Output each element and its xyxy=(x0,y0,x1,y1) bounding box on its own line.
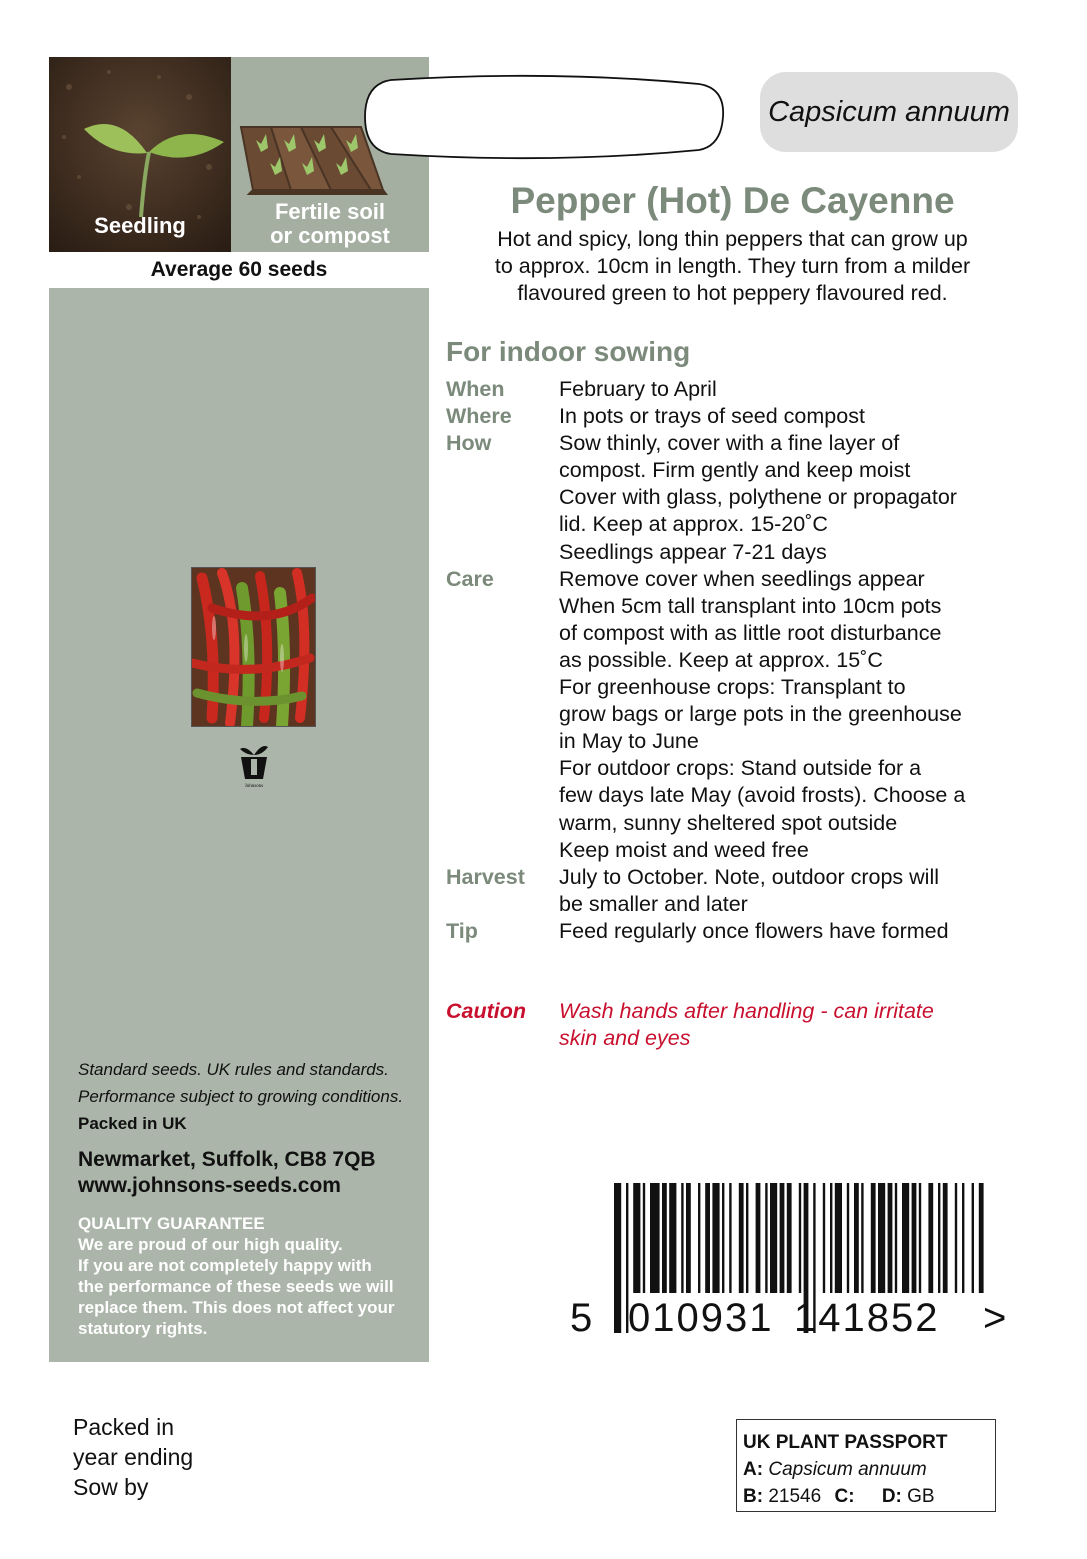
barcode-bar xyxy=(861,1183,863,1293)
instruction-key: When xyxy=(446,377,505,401)
address: Newmarket, Suffolk, CB8 7QB xyxy=(78,1148,376,1171)
instruction-line: grow bags or large pots in the greenhouse xyxy=(559,702,962,727)
barcode-end-mark: > xyxy=(983,1296,1009,1340)
instruction-line: compost. Firm gently and keep moist xyxy=(559,458,911,483)
barcode-first-digit: 5 xyxy=(570,1296,595,1340)
barcode-bar xyxy=(770,1183,777,1293)
barcode-bar xyxy=(919,1183,921,1293)
barcode-bar xyxy=(643,1183,645,1293)
barcode-bar xyxy=(895,1183,897,1293)
soil-label-line2: or compost xyxy=(270,223,390,248)
packed-in-uk: Packed in UK xyxy=(78,1114,187,1133)
instruction-line: lid. Keep at approx. 15-20˚C xyxy=(559,512,828,537)
passport-b-value: 21546 xyxy=(768,1486,822,1507)
seedling-label: Seedling xyxy=(94,213,186,238)
quality-guarantee-heading: QUALITY GUARANTEE xyxy=(78,1214,265,1233)
barcode-bar xyxy=(712,1183,719,1293)
instruction-value xyxy=(559,376,1046,403)
instruction-key: Care xyxy=(446,566,494,591)
instruction-line: Remove cover when seedlings appear xyxy=(559,566,925,591)
label-window-shape xyxy=(363,74,725,160)
description-line: Hot and spicy, long thin peppers that can grow up xyxy=(497,227,968,251)
instruction-key: Where xyxy=(446,404,512,429)
instruction-line: February to April xyxy=(559,377,717,401)
caution-note xyxy=(446,998,1046,1052)
instruction-line: Feed regularly once flowers have formed xyxy=(559,918,949,943)
year-ending-label: year ending xyxy=(73,1444,194,1470)
barcode-bar xyxy=(787,1183,792,1293)
packed-dates xyxy=(73,1412,193,1502)
instruction-value xyxy=(559,430,1046,565)
barcode-bar xyxy=(756,1183,761,1293)
instruction-line: of compost with as little root disturbance xyxy=(559,620,942,645)
caution-key: Caution xyxy=(446,999,527,1023)
caution-value xyxy=(559,998,934,1052)
barcode-bar xyxy=(780,1183,785,1293)
instruction-key: Tip xyxy=(446,918,478,943)
barcode-bar xyxy=(739,1183,744,1293)
instruction-line: few days late May (avoid frosts). Choose a xyxy=(559,783,966,808)
performance-note: Performance subject to growing conditions. xyxy=(78,1087,404,1106)
barcode-bar xyxy=(830,1183,832,1293)
quality-guarantee xyxy=(78,1213,423,1339)
sowing-instructions xyxy=(446,376,1046,945)
instruction-line: warm, sunny sheltered spot outside xyxy=(559,810,898,835)
description-line: to approx. 10cm in length. They turn from a milder xyxy=(494,254,971,278)
quality-guarantee-line: If you are not completely happy with xyxy=(78,1256,372,1275)
barcode-bar xyxy=(854,1183,859,1293)
quality-guarantee-line: replace them. This does not affect your xyxy=(78,1298,395,1317)
instruction-key: How xyxy=(446,431,492,456)
product-title: Pepper (Hot) De Cayenne xyxy=(510,180,955,221)
instruction-line: July to October. Note, outdoor crops will xyxy=(559,864,940,889)
barcode-right-group: 141852 xyxy=(794,1296,940,1340)
soil-label-line1: Fertile soil xyxy=(274,199,386,224)
barcode-bar xyxy=(847,1183,849,1293)
packed-in-label: Packed in xyxy=(73,1414,175,1440)
instruction-row-where xyxy=(446,403,1046,430)
instruction-row-when xyxy=(446,376,1046,403)
instruction-line: in May to June xyxy=(559,729,699,754)
barcode-bar xyxy=(938,1183,940,1293)
product-description xyxy=(445,226,1020,307)
barcode-bar xyxy=(902,1183,909,1293)
pepper-image xyxy=(192,568,316,727)
website-link[interactable]: www.johnsons-seeds.com xyxy=(78,1174,341,1197)
pepper-photo xyxy=(191,567,316,727)
barcode-bar xyxy=(979,1183,984,1293)
barcode-bar xyxy=(650,1183,660,1293)
instruction-key: Harvest xyxy=(446,864,525,889)
seedling-thumbnail xyxy=(49,57,231,252)
barcode-bar xyxy=(871,1183,876,1293)
standard-note: Standard seeds. UK rules and standards. xyxy=(78,1060,389,1079)
instruction-line: as possible. Keep at approx. 15˚C xyxy=(559,647,883,672)
barcode-bar xyxy=(686,1183,691,1293)
seed-count: Average 60 seeds xyxy=(49,252,429,288)
barcode-bar xyxy=(928,1183,933,1293)
caution-line: Wash hands after handling - can irritate xyxy=(559,999,934,1023)
instruction-value xyxy=(559,918,1046,945)
instruction-row-tip xyxy=(446,918,1046,945)
barcode-bar xyxy=(669,1183,676,1293)
passport-c-label: C: xyxy=(834,1486,855,1507)
instruction-row-care xyxy=(446,566,1046,864)
left-panel xyxy=(49,57,429,1362)
passport-d-value: GB xyxy=(907,1486,935,1507)
barcode-bar xyxy=(835,1183,842,1293)
instruction-line: be smaller and later xyxy=(559,891,748,916)
instruction-line: For greenhouse crops: Transplant to xyxy=(559,675,906,700)
instruction-line: For outdoor crops: Stand outside for a xyxy=(559,756,922,781)
plant-pot-icon xyxy=(236,741,272,789)
quality-guarantee-line: statutory rights. xyxy=(78,1319,208,1338)
barcode-bar xyxy=(705,1183,710,1293)
barcode-bar xyxy=(614,1183,621,1333)
barcode-bar xyxy=(962,1183,964,1293)
instruction-value xyxy=(559,864,1046,918)
passport-d-label: D: xyxy=(881,1486,902,1507)
instruction-line: Seedlings appear 7-21 days xyxy=(559,539,827,564)
barcode-left-group: 010931 xyxy=(628,1296,774,1340)
instruction-line: Keep moist and weed free xyxy=(559,837,809,862)
instruction-row-how xyxy=(446,430,1046,565)
passport-b-label: B: xyxy=(743,1486,764,1507)
brand-mark-text: Johnsons xyxy=(244,784,264,789)
barcode-bar xyxy=(878,1183,885,1293)
sow-by-label: Sow by xyxy=(73,1474,149,1500)
instruction-line: In pots or trays of seed compost xyxy=(559,404,865,429)
barcode-bar xyxy=(888,1183,893,1293)
quality-guarantee-line: We are proud of our high quality. xyxy=(78,1235,343,1254)
label-window xyxy=(363,74,725,160)
species-name: Capsicum annuum xyxy=(760,72,1018,152)
instruction-value xyxy=(559,403,1046,430)
barcode-bar xyxy=(823,1183,825,1293)
barcode-bar xyxy=(799,1183,801,1293)
barcode-bar xyxy=(681,1183,683,1293)
plant-passport xyxy=(736,1419,996,1512)
barcode-bar xyxy=(722,1183,724,1293)
instruction-line: Sow thinly, cover with a fine layer of xyxy=(559,431,900,456)
quality-guarantee-line: the performance of these seeds we will xyxy=(78,1277,394,1296)
johnsons-logo xyxy=(236,741,272,789)
barcode-bar xyxy=(943,1183,948,1293)
barcode-bar xyxy=(746,1183,748,1293)
barcode-bar xyxy=(912,1183,917,1293)
barcode-bar xyxy=(972,1183,974,1293)
instruction-line: Cover with glass, polythene or propagator xyxy=(559,485,957,510)
barcode-bar xyxy=(698,1183,700,1293)
passport-a-value: Capsicum annuum xyxy=(768,1459,927,1480)
instruction-row-harvest xyxy=(446,864,1046,918)
instruction-value xyxy=(559,566,1046,864)
barcode-bar xyxy=(765,1183,767,1293)
caution-line: skin and eyes xyxy=(559,1026,691,1050)
description-line: flavoured green to hot peppery flavoured red. xyxy=(517,281,948,305)
instruction-line: When 5cm tall transplant into 10cm pots xyxy=(559,593,942,618)
barcode-bar xyxy=(729,1183,731,1293)
barcode-bar xyxy=(662,1183,667,1293)
barcode-bar xyxy=(955,1183,957,1293)
passport-title: UK PLANT PASSPORT xyxy=(743,1432,948,1453)
passport-a-label: A: xyxy=(743,1459,764,1480)
section-heading: For indoor sowing xyxy=(446,336,691,367)
barcode-bar xyxy=(633,1183,640,1293)
